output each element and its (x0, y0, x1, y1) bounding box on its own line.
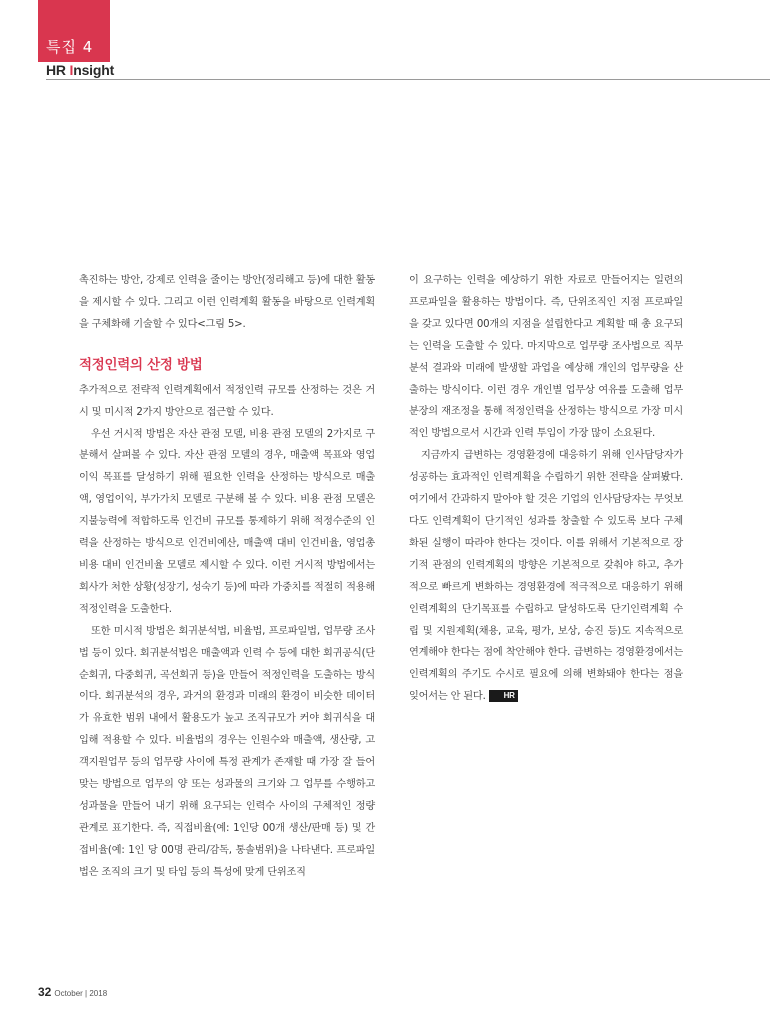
right-paragraph-2-text: 지금까지 급변하는 경영환경에 대응하기 위해 인사담당자가 성공하는 효과적인 인력계획을 수립하기 위한 전략을 살펴봤다. 여기에서 간과하지 말아야 할 것은 기업의 인사담당자는 무엇보다도 인력계획이 단기적인 성과를 창출할 수 있도록 보다 구체화된 실행이 따라야 한다는 것이다. 이를 위해서 기본적으로 장기적 관점의 인력계획의 방향은 기본적으로 갖춰야 하고, 추가적으로 빠르게 변화하는 경영환경에 적극적으로 대응하기 위해 인력계획의 단기목표를 수립하고 달성하도록 단기인력계획 수립 및 지원제획(채용, 교육, 평가, 보상, 승진 등)도 지속적으로 연계해야 한다는 점에 착안해야 한다. 급변하는 경영환경에서는 인력계획의 주기도 수시로 필요에 의해 변화돼야 한다는 점을 잊어서는 안 된다. (409, 450, 683, 703)
right-paragraph-1: 이 요구하는 인력을 예상하기 위한 자료로 만들어지는 일련의 프로파일을 활용하는 방법이다. 즉, 단위조직인 지점 프로파일을 갖고 있다면 00개의 지점을 설립한다고 계획할 때 총 요구되는 인력을 도출할 수 있다. 마지막으로 업무량 조사법으로 직무분석 결과와 미래에 발생할 과업을 예상해 개인의 업무량을 산출하는 방식이다. 이런 경우 개인별 업무상 여유를 도출해 업무분장의 재조정을 통해 적정인력을 산정하는 방식으로 가장 미시적인 방법으로서 시간과 인력 투입이 가장 많이 소요된다. (409, 275, 683, 440)
left-paragraph-1: 촉진하는 방안, 강제로 인력을 줄이는 방안(정리해고 등)에 대한 활동을 제시할 수 있다. 그리고 이런 인력계획 활동을 바탕으로 인력계획을 구체화해 기술할 수 있다<그림 5>. (79, 275, 375, 330)
left-paragraph-2: 추가적으로 전략적 인력계획에서 적정인력 규모를 산정하는 것은 거시 및 미시적 2가지 방안으로 접근할 수 있다. (79, 384, 375, 418)
logo-i: I (69, 62, 74, 78)
section-label: 특집 4 (46, 38, 94, 56)
logo-hr: HR (46, 62, 66, 78)
header-rule (46, 79, 770, 80)
page-footer (38, 983, 107, 1001)
right-paragraph-2 (409, 445, 683, 708)
section-heading: 적정인력의 산정 방법 (79, 356, 203, 373)
left-column (79, 270, 375, 884)
magazine-logo (46, 62, 114, 78)
left-paragraph-3: 우선 거시적 방법은 자산 관점 모델, 비용 관점 모델의 2가지로 구분해서 살펴볼 수 있다. 자산 관점 모델의 경우, 매출액 목표와 영업이익 목표를 달성하기 위해 필요한 인력을 산정하는 방식으로 매출액, 영업이익, 부가가치 모델로 구분해 볼 수 있다. 비용 관점 모델은 지불능력에 적합하도록 인건비 규모를 통제하기 위해 적정수준의 인력을 산정하는 방식으로 인건비예산, 매출액 대비 인건비율, 영업총비용 대비 인건비율 모델로 제시할 수 있다. 이런 거시적 방법에서는 회사가 처한 상황(성장기, 성숙기 등)에 따라 가중치를 적절히 적용해 적정인력을 도출한다. (79, 428, 375, 615)
issue-date: October | 2018 (54, 989, 108, 998)
logo-rest: nsight (73, 62, 115, 78)
page-number: 32 (38, 985, 52, 999)
right-column (409, 270, 683, 708)
left-paragraph-4: 또한 미시적 방법은 회귀분석법, 비율법, 프로파일법, 업무량 조사법 등이 있다. 회귀분석법은 매출액과 인력 수 등에 대한 회귀공식(단순회귀, 다중회귀, 곡선회귀 등)을 만들어 적정인력을 도출하는 방식이다. 회귀분석의 경우, 과거의 환경과 미래의 환경이 비슷한 데이터가 유효한 범위 내에서 활용도가 높고 조직규모가 커야 회귀식을 대입해 적용할 수 있다. 비율법의 경우는 인원수와 매출액, 생산량, 고객지원업무 등의 업무량 사이에 특정 관계가 존재할 때 가장 잘 들어맞는 방법으로 업무의 양 또는 성과물의 크기와 그 업무를 수행하고 성과물을 만들어 내기 위해 요구되는 인력수 사이의 구체적인 정량 관계로 표기한다. 즉, 직접비율(예: 1인당 00개 생산/판매 등) 및 간접비율(예: 1인 당 00명 관리/감독, 통솔범위)을 나타낸다. 프로파일법은 조직의 크기 및 타입 등의 특성에 맞게 단위조직 (79, 625, 375, 878)
end-mark: HR (489, 690, 518, 702)
